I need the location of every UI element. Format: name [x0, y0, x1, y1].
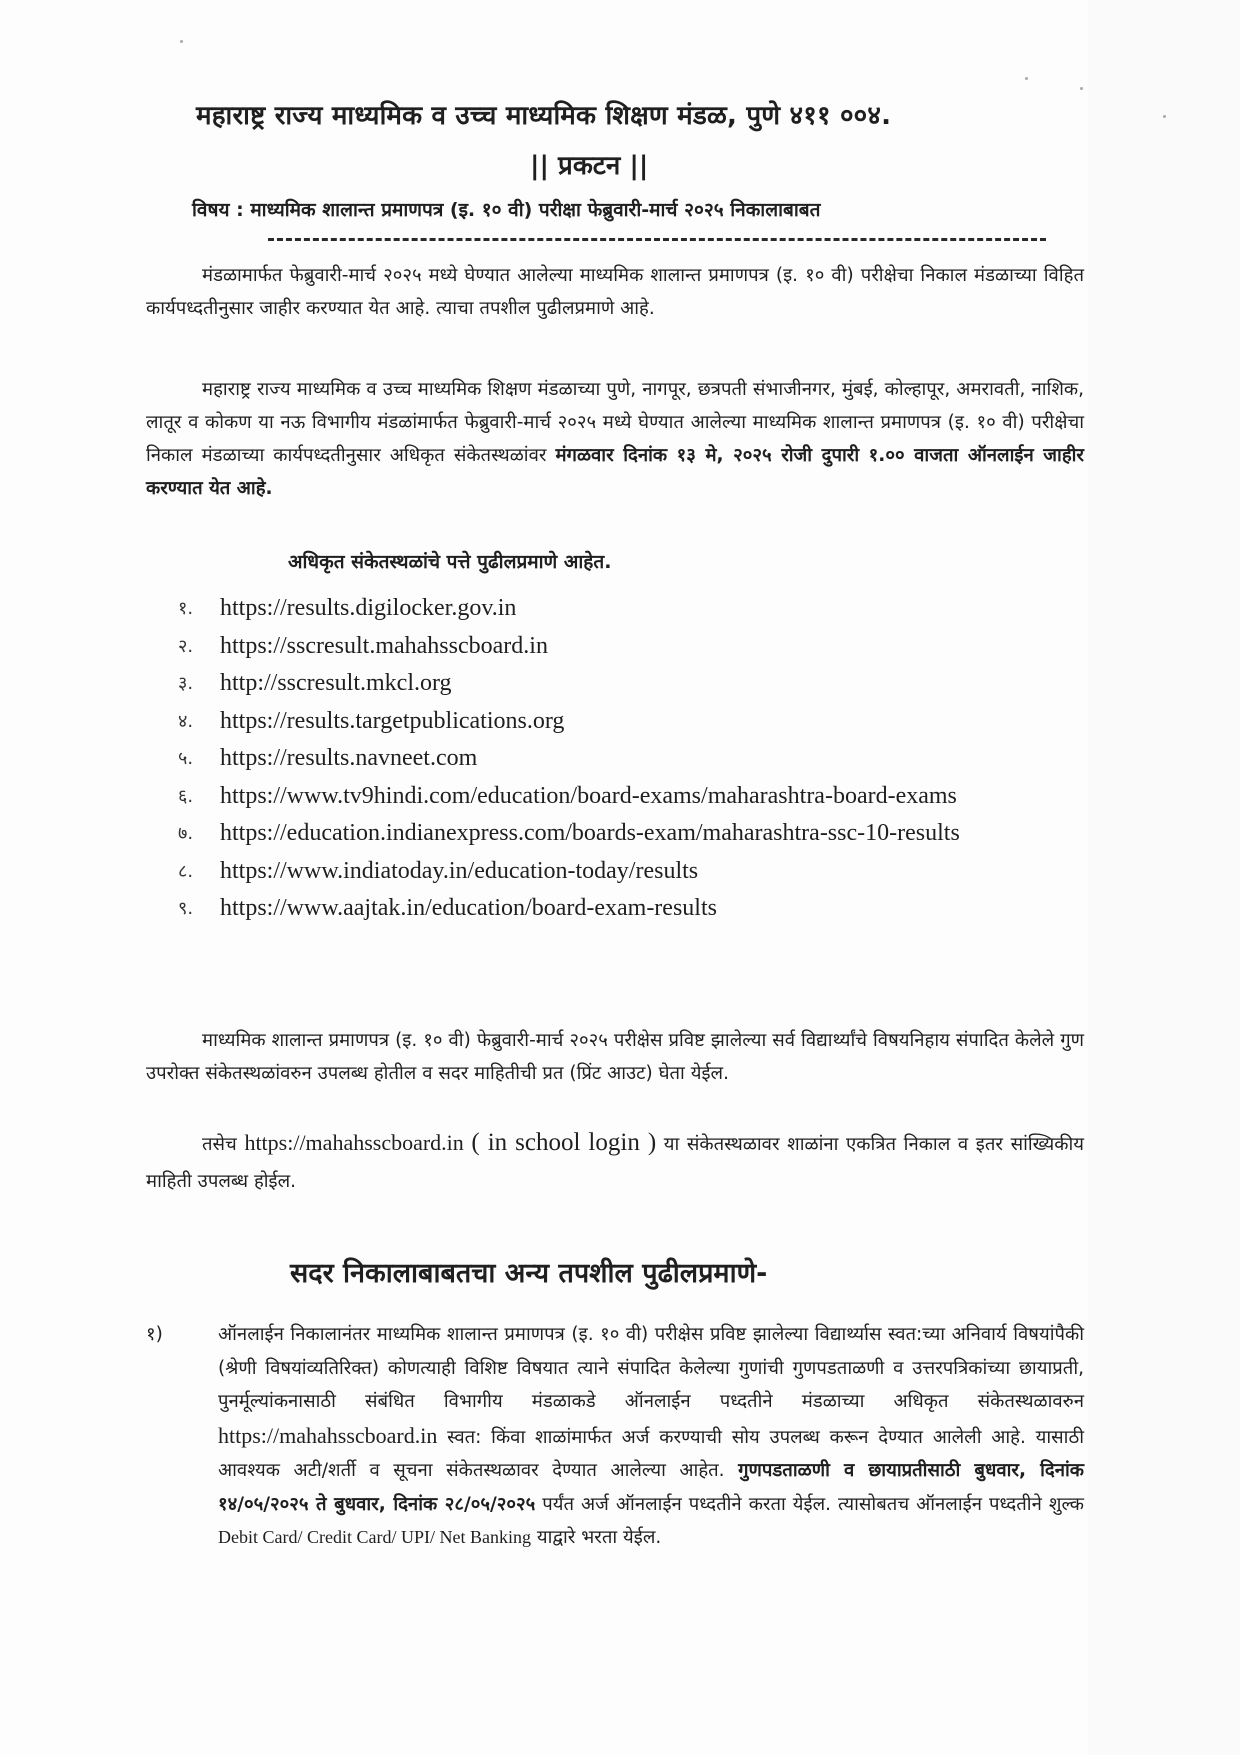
announcement-heading: || प्रकटन || [530, 151, 649, 181]
dashed-divider [268, 238, 1046, 241]
website-list [178, 590, 1078, 928]
website-link[interactable]: https://www.aajtak.in/education/board-exam-results [220, 895, 717, 921]
scan-speck [1163, 115, 1166, 118]
website-link[interactable]: https://results.digilocker.gov.in [220, 595, 517, 621]
website-number: २. [178, 635, 194, 657]
detail-text-d: याद्वारे भरता येईल. [536, 1527, 662, 1548]
website-number: ६. [178, 785, 194, 807]
detail-text-a: ऑनलाईन निकालानंतर माध्यमिक शालान्त प्रमाणपत्र (इ. १० वी) परीक्षेस प्रविष्ट झालेल्या विद्यार्थ्यास स्वत:च्या अनिवार्य विषयांपैकी (श्रेणी विषयांव्यतिरिक्त) कोणत्याही विशिष्ट विषयात त्याने संपादित केलेल्या गुणांची गुणपडताळणी व उत्तरपत्रिकांच्या छायाप्रती, पुनर्मूल्यांकनासाठी संबंधित विभागीय मंडळाकडे ऑनलाईन पध्दतीने मंडळाच्या अधिकृत संकेतस्थळावरुन [218, 1324, 1084, 1412]
website-link[interactable]: https://education.indianexpress.com/boards-exam/maharashtra-ssc-10-results [220, 820, 960, 846]
website-link[interactable]: http://sscresult.mkcl.org [220, 670, 452, 696]
detail-item [146, 1318, 1084, 1555]
result-date-paragraph [146, 373, 1084, 505]
detail-dates-bold: गुणपडताळणी व छायाप्रतीसाठी बुधवार, दिनांक १४/०५/२०२५ ते बुधवार, दिनांक २८/०५/२०२५ [218, 1460, 1084, 1515]
school-login-prefix: तसेच [202, 1134, 237, 1155]
websites-heading: अधिकृत संकेतस्थळांचे पत्ते पुढीलप्रमाणे आहेत. [288, 551, 612, 573]
marks-availability-paragraph: माध्यमिक शालान्त प्रमाणपत्र (इ. १० वी) फेब्रुवारी-मार्च २०२५ परीक्षेस प्रविष्ट झालेल्या सर्व विद्यार्थ्यांचे विषयनिहाय संपादित केलेले गुण उपरोक्त संकेतस्थळांवरुन उपलब्ध होतील व सदर माहितीची प्रत (प्रिंट आउट) घेता येईल. [146, 1030, 1084, 1084]
website-item [178, 628, 1078, 666]
website-link[interactable]: https://sscresult.mahahsscboard.in [220, 632, 548, 659]
website-number: ३. [178, 673, 194, 694]
page-margin-strip [1088, 0, 1240, 1755]
website-item [178, 703, 1078, 741]
school-login-note: ( in school login ) [471, 1129, 657, 1156]
detail-item-text [218, 1318, 1084, 1555]
website-link[interactable]: https://www.tv9hindi.com/education/board-exams/maharashtra-board-exams [220, 782, 957, 809]
school-login-url[interactable]: https://mahahsscboard.in [244, 1130, 464, 1155]
website-number: ७. [178, 823, 194, 844]
result-date-text: महाराष्ट्र राज्य माध्यमिक व उच्च माध्यमिक शिक्षण मंडळाच्या पुणे, नागपूर, छत्रपती संभाजीनगर, मुंबई, कोल्हापूर, अमरावती, नाशिक, लातूर व कोकण या नऊ विभागीय मंडळांमार्फत फेब्रुवारी-मार्च २०२५ मध्ये घेण्यात आलेल्या माध्यमिक शालान्त प्रमाणपत्र (इ. १० वी) परीक्षेचा निकाल मंडळाच्या कार्यपध्दतीनुसार अधिकृत संकेतस्थळांवर [146, 379, 1084, 466]
document-title: महाराष्ट्र राज्य माध्यमिक व उच्च माध्यमिक शिक्षण मंडळ, पुणे ४११ ००४. [196, 101, 892, 131]
website-number: ४. [178, 710, 194, 732]
subject-line: विषय : माध्यमिक शालान्त प्रमाणपत्र (इ. १० वी) परीक्षा फेब्रुवारी-मार्च २०२५ निकालाबाबत [192, 199, 821, 221]
website-number: ९. [178, 898, 194, 919]
detail-text-c: पर्यंत अर्ज ऑनलाईन पध्दतीने करता येईल. त्यासोबतच ऑनलाईन पध्दतीने शुल्क [542, 1493, 1084, 1515]
details-heading: सदर निकालाबाबतचा अन्य तपशील पुढीलप्रमाणे- [290, 1258, 768, 1289]
website-item [178, 853, 1078, 891]
scan-speck [180, 40, 183, 43]
website-item [178, 815, 1078, 853]
school-login-paragraph [146, 1124, 1084, 1200]
website-item [178, 665, 1078, 703]
website-item [178, 890, 1078, 928]
website-link[interactable]: https://www.indiatoday.in/education-today/results [220, 857, 699, 884]
website-item [178, 778, 1078, 816]
result-date-bold: मंगळवार दिनांक १३ मे, २०२५ रोजी दुपारी १.०० वाजता ऑनलाईन जाहीर करण्यात येत आहे. [146, 445, 1084, 499]
detail-url[interactable]: https://mahahsscboard.in [218, 1422, 438, 1448]
website-number: ८. [178, 860, 194, 882]
website-link[interactable]: https://results.navneet.com [220, 745, 478, 771]
scan-speck [1080, 87, 1083, 90]
detail-item-number: १) [146, 1324, 163, 1345]
school-login-suffix: या संकेतस्थळावर शाळांना एकत्रित निकाल व इतर सांख्यिकीय माहिती उपलब्ध होईल. [146, 1134, 1084, 1192]
scan-speck [1025, 77, 1028, 80]
website-number: १. [178, 598, 194, 619]
website-number: ५. [178, 748, 194, 769]
detail-text-b: स्वत: किंवा शाळांमार्फत अर्ज करण्याची सोय उपलब्ध करून देण्यात आलेली आहे. यासाठी आवश्यक अटी/शर्ती व सूचना संकेतस्थळावर देण्यात आलेल्या आहेत. [218, 1426, 1084, 1481]
payment-methods: Debit Card/ Credit Card/ UPI/ Net Banking [218, 1527, 531, 1547]
intro-paragraph: मंडळामार्फत फेब्रुवारी-मार्च २०२५ मध्ये घेण्यात आलेल्या माध्यमिक शालान्त प्रमाणपत्र (इ. १० वी) परीक्षेचा निकाल मंडळाच्या विहित कार्यपध्दतीनुसार जाहीर करण्यात येत आहे. त्याचा तपशील पुढीलप्रमाणे आहे. [146, 265, 1084, 319]
website-item [178, 590, 1078, 628]
website-item [178, 740, 1078, 778]
website-link[interactable]: https://results.targetpublications.org [220, 707, 565, 734]
